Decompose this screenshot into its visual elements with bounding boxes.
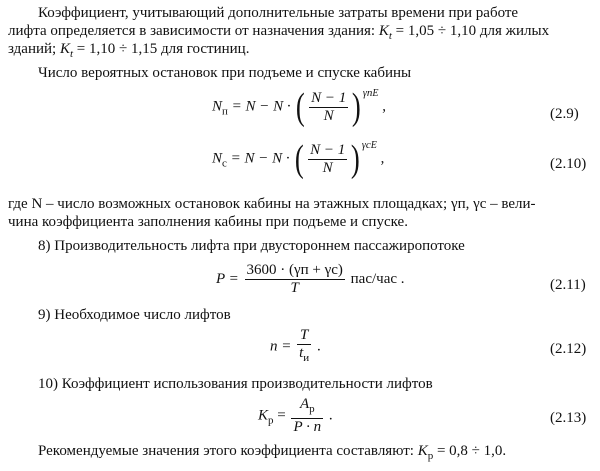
equation-2-10: $N_с = N - N$ · ( $\frac{N - 1}{N}$ ) $^{\gamma сE}$ , [212, 138, 385, 180]
para1-line3: зданий; $K_t = 1,10 \div 1,15$ для гостиниц. [8, 41, 250, 60]
item-8: 8) Производительность лифта при двустороннем пассажиропотоке [38, 238, 465, 254]
para1-line2: лифта определяется в зависимости от назначения здания: $K_t = 1,05 \div 1,10$ для жилых [8, 23, 550, 42]
para3-line2: чина коэффициента заполнения кабины при подъеме и спуске. [8, 214, 408, 230]
item-9: 9) Необходимое число лифтов [38, 307, 231, 323]
equation-2-11: P = $\frac{3600 \cdot (\gamma п + \gamma с)}{T}$ пас/час . [216, 262, 405, 296]
equation-label-2-12: (2.12) [550, 341, 587, 357]
equation-label-2-9: (2.9) [550, 106, 579, 122]
final-line: Рекомендуемые значения этого коэффициента составляют: $K_р = 0,8 \div 1,0$. [38, 443, 507, 462]
equation-label-2-10: (2.10) [550, 156, 587, 172]
equation-2-13: $K_р$ = $\frac{A_р}{P \cdot n}$ . [258, 396, 333, 435]
para2: Число вероятных остановок при подъеме и спуске кабины [38, 65, 412, 81]
para1-line1: Коэффициент, учитывающий дополнительные затраты времени при работе [38, 5, 519, 21]
para3-line1: где N – число возможных остановок кабины на этажных площадках; γп, γс – вели- [8, 196, 536, 212]
equation-2-12: n = $\frac{T}{t_и}$ . [270, 327, 321, 364]
equation-label-2-13: (2.13) [550, 410, 587, 426]
equation-label-2-11: (2.11) [550, 277, 586, 293]
equation-2-9: $N_п = N - N$ · ( $\frac{N - 1}{N}$ ) $^{\gamma пE}$ , [212, 86, 386, 128]
item-10: 10) Коэффициент использования производительности лифтов [38, 376, 433, 392]
